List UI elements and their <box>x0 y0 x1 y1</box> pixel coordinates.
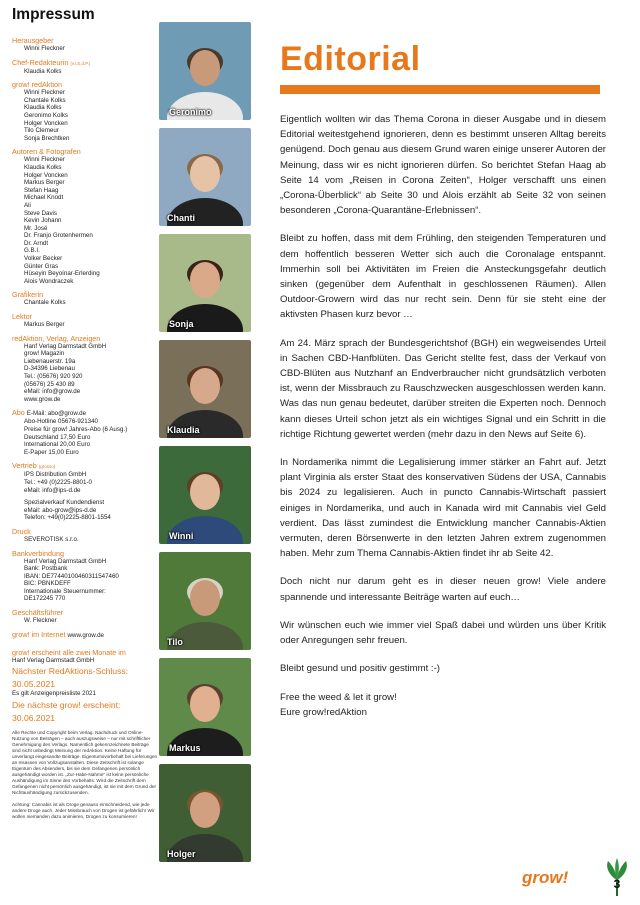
impressum-entry: Hanf Verlag Darmstadt GmbH <box>24 557 107 565</box>
editorial-paragraph: Bleibt gesund und positiv gestimmt :-) <box>280 663 440 675</box>
editorial-paragraph: Bleibt zu hoffen, dass mit dem Frühling, den steigenden Temperaturen und dem hoffentlich besseren Wetter sich auch die Coronalage entspannt. Immerhin soll bei Aktivitäten im Freien die Ansteckungsgefahr deutlich sinken (gegenüber dem Aufenthalt in geschlossenen Räumen). Allen Outdoor-Growern wird das nur recht sein. Denn für sie steht eine der aktivsten Phasen kurz bevor … <box>280 233 606 321</box>
section-inline-value: www.grow.de <box>67 631 104 639</box>
impressum-entry: Winni Fleckner <box>24 45 65 52</box>
team-photo <box>159 22 251 120</box>
portrait-illustration <box>159 552 251 650</box>
deadline-date: 30.05.2021 <box>12 679 56 690</box>
impressum-entry: W. Fleckner <box>24 617 57 625</box>
impressum-entry: Markus Berger <box>24 179 65 187</box>
photo-caption: Winni <box>169 531 194 541</box>
portrait-illustration <box>159 764 251 862</box>
impressum-entry: International 20,00 Euro <box>24 441 91 449</box>
editorial-body <box>280 112 606 677</box>
impressum-entry: Bank: Postbank <box>24 565 68 573</box>
impressum-entry: Markus Berger <box>24 321 65 329</box>
impressum-entry: Telefon: +49(0)2225-8801-1554 <box>24 514 111 522</box>
impressum-entry: Klaudia Kolks <box>24 163 62 171</box>
impressum-entry: Alois Wondraczek <box>24 277 74 285</box>
impressum-entry: G.B.I. <box>24 247 40 255</box>
impressum-entry: www.grow.de <box>24 395 61 403</box>
grow-logo: grow! <box>522 868 569 887</box>
impressum-entry: Mr. José <box>24 224 48 232</box>
impressum-entry: Chantale Kolks <box>24 299 66 307</box>
impressum-section-heading <box>12 527 158 536</box>
price-list-note: Es gilt Anzeigenpreisliste 2021 <box>12 690 96 698</box>
deadline-label: Nächster RedAktions-Schluss: <box>12 666 129 677</box>
impressum-entry: Tel.: (05676) 920 920 <box>24 373 83 380</box>
team-photo <box>159 764 251 862</box>
editorial-paragraph: In Nordamerika nimmt die Legalisierung immer stärker an Fahrt auf. Jetzt plant Virginia als erster Staat des konservativen Südens der USA, Cannabis bis 2024 zu legalisieren. Auch in puncto Cannabis-Wirtschaft passiert einiges in Nordamerika, und auch in Kanada wird mit Cannabis viel Geld verdient. Das lässt zumindest die Entwicklung mancher Cannabis-Aktien vermuten, deren Börsenwerte in den letzten Jahren extrem zugenommen haben. Mehr zum Thema Cannabis-Aktien findet ihr ab Seite 42. <box>280 457 606 560</box>
impressum-entry: eMail: abo-grow@ips-d.de <box>24 506 97 514</box>
section-note: (v.i.S.d.P.) <box>70 60 91 66</box>
impressum-entry: Steve Davis <box>24 209 58 217</box>
section-label: grow! im Internet <box>12 629 66 639</box>
impressum-entry: Tel.: +49 (0)2225-8801-0 <box>24 478 92 486</box>
impressum-section-heading <box>12 630 158 640</box>
closing-line-1: Free the weed & let it grow! <box>280 691 397 703</box>
impressum-section-heading <box>12 80 158 89</box>
photo-caption: Holger <box>167 849 196 859</box>
editorial-paragraph: Am 24. März sprach der Bundesgerichtshof (BGH) ein wegweisendes Urteil in Sachen CBD-Hanfblüten. Das Gericht stellte fest, dass der Verkauf von CBD-Blüten aus Nutzhanf an Endverbraucher nicht grundsätzlich verboten ist, wenn der Missbrauch zu Rauschzwecken ausgeschlossen werden kann. Was das nun genau bedeutet, darüber streiten die Experten noch. Dennoch kann dieses Urteil schon jetzt als ein wichtiges Signal und ein Schritt in die richtige Richtung gewertet werden (mehr dazu in den News auf Seite 6). <box>280 337 606 440</box>
page-number: 3 <box>613 877 621 891</box>
drug-warning: Achtung: Cannabis ist als Droge genauso einschneidend, wie jede andere Droge auch. Jeder Missbrauch von Drogen ist gefährlich! Wir wollen niemanden dazu animieren, Drogen zu konsumieren! <box>12 801 155 819</box>
impressum-entry: Sonja Brechtken <box>24 134 70 142</box>
section-note: (grosso) <box>38 464 56 470</box>
impressum-entry: Dr. Arndt <box>24 239 49 247</box>
team-photo <box>159 234 251 332</box>
impressum-entry: Liebenauerstr. 19a <box>24 357 76 365</box>
impressum-entry: eMail: info@ips-d.de <box>24 486 81 494</box>
impressum-entry: Klaudia Kolks <box>24 104 62 112</box>
impressum-section-heading <box>12 334 158 343</box>
team-photo <box>159 658 251 756</box>
impressum-column <box>12 6 158 820</box>
impressum-section-heading <box>12 290 158 299</box>
next-issue-label: Die nächste grow! erscheint: <box>12 699 121 710</box>
impressum-entry: Spezialverkauf Kundendienst <box>24 499 105 507</box>
portrait-illustration <box>159 446 251 544</box>
editorial-paragraph: Doch nicht nur darum geht es in dieser neuen grow! Viele andere spannende und interessante Beiträge warten auf euch… <box>280 576 606 603</box>
impressum-entry: eMail: info@grow.de <box>24 388 81 396</box>
section-label: Lektor <box>12 312 32 322</box>
impressum-entry: BIC: PBNKDEFF <box>24 580 71 588</box>
impressum-entry: SEVEROTISK s.r.o. <box>24 535 79 543</box>
team-photo-strip <box>159 22 251 870</box>
photo-caption: Geronimo <box>169 107 212 117</box>
impressum-entry: Abo-Hotline 05676-921340 <box>24 418 98 426</box>
portrait-illustration <box>159 234 251 332</box>
section-label: Chef-Redakteurin <box>12 57 69 67</box>
editorial-paragraph: Eigentlich wollten wir das Thema Corona in dieser Ausgabe und in diesem Editorial weitestgehend ignorieren, denn es bestimmt unseren Alltag bereits genügend. Doch genau aus diesem Grund waren einige unserer Autoren der Meinung, dass wir es nicht ignorieren dürfen. So berichtet Stefan Haag ab Seite 14 vom „Reisen in Corona Zeiten“, Holger verschafft uns einen „Corona-Überblick“ ab Seite 30 und Alois erzählt ab Seite 32 von seinen besonderen „Corona-Quarantäne-Erlebnissen“. <box>280 114 606 217</box>
section-label: grow! redAktion <box>12 80 62 90</box>
impressum-entry: Tilo Clemeur <box>24 127 59 135</box>
team-photo <box>159 552 251 650</box>
impressum-entry: Stefan Haag <box>24 186 59 194</box>
editorial-title: Editorial <box>280 40 421 78</box>
section-label: redAktion, Verlag, Anzeigen <box>12 333 101 343</box>
section-inline-value: E-Mail: abo@grow.de <box>26 410 87 418</box>
appears-publisher: Hanf Verlag Darmstadt GmbH <box>12 656 95 664</box>
impressum-entry: Winni Fleckner <box>24 89 65 97</box>
impressum-entry: Holger Voncken <box>24 119 68 127</box>
section-label: Druck <box>12 526 31 536</box>
impressum-section-heading <box>12 608 158 617</box>
photo-caption: Sonja <box>169 319 194 329</box>
appears-note: grow! erscheint alle zwei Monate im <box>12 647 126 657</box>
impressum-entry: DE172245 770 <box>24 595 66 603</box>
section-label: Grafikerin <box>12 290 44 300</box>
impressum-entry: Klaudia Kolks <box>24 67 62 75</box>
editorial-column <box>280 40 606 720</box>
impressum-entry: Hüseyin Beyoínar-Erlerding <box>24 270 100 278</box>
section-label: Herausgeber <box>12 36 54 45</box>
impressum-title: Impressum <box>12 6 95 23</box>
portrait-illustration <box>159 658 251 756</box>
impressum-section-heading <box>12 461 158 471</box>
impressum-entry: Winni Fleckner <box>24 156 65 164</box>
portrait-illustration <box>159 128 251 226</box>
team-photo <box>159 446 251 544</box>
closing-line-2: Eure grow!redAktion <box>280 706 367 718</box>
photo-caption: Klaudia <box>167 425 200 435</box>
photo-caption: Markus <box>169 743 201 753</box>
impressum-entry: Dr. Franjo Grotenhermen <box>24 232 93 240</box>
impressum-entry: IBAN: DE77440100460311547460 <box>24 572 119 580</box>
section-label: Vertrieb <box>12 461 37 471</box>
legal-notice: Alle Rechte und Copyright beim Verlag. Nachdruck und Online-Nutzung von Beiträgen – auch auszugsweise – nur mit schriftlicher Genehmigung des Verlags. Namentlich gekennzeichnete Beiträge sind nicht unbedingt Meinung der redAktion. Keine Haftung für unverlangt eingesandte Beiträge. Eigentumsvorbehalt bei Lieferungen an Insassen von Vollzugsanstalten. Diese Zeitschrift ist solange Eigentum des Absenders, bis sie dem Gefangenen persönlich ausgehändigt worden ist. „Zur-Habe-Nahme“ ist keine persönliche Aushändigung im Sinne des Vorbehalts. Wird die Zeitschrift dem Gefangenen nicht persönlich ausgehändigt, ist sie mit dem Grund der Nichtaushändigung zurückzusenden. <box>12 729 158 795</box>
section-label: Abo <box>12 408 25 418</box>
impressum-entry: Holger Voncken <box>24 171 68 179</box>
impressum-entry: Deutschland 17,50 Euro <box>24 433 91 441</box>
impressum-entry: Kevin Johann <box>24 217 62 225</box>
impressum-entry: Ali <box>24 201 31 209</box>
impressum-entry: Michael Knodt <box>24 194 64 202</box>
impressum-entry: E-Paper 15,00 Euro <box>24 448 79 456</box>
photo-caption: Tilo <box>167 637 183 647</box>
impressum-section-heading <box>12 147 158 156</box>
photo-caption: Chanti <box>167 213 195 223</box>
portrait-illustration <box>159 340 251 438</box>
team-photo <box>159 128 251 226</box>
impressum-entry: Hanf Verlag Darmstadt GmbH <box>24 342 107 350</box>
impressum-section-heading <box>12 312 158 321</box>
impressum-section-heading <box>12 549 158 558</box>
impressum-section-heading <box>12 408 158 418</box>
section-label: Autoren & Fotografen <box>12 147 81 157</box>
section-label: Geschäftsführer <box>12 608 64 618</box>
section-label: Bankverbindung <box>12 548 64 558</box>
impressum-entry: (05676) 25 430 89 <box>24 380 75 388</box>
page-number-leaf-icon <box>600 858 634 898</box>
impressum-entry: IPS Distribution GmbH <box>24 471 87 479</box>
editorial-paragraph: Wir wünschen euch wie immer viel Spaß dabei und würden uns über Kritik oder Anregungen sehr freuen. <box>280 619 606 647</box>
team-photo <box>159 340 251 438</box>
impressum-section-heading <box>12 58 158 68</box>
portrait-illustration <box>159 22 251 120</box>
impressum-entry: Geronimo Kolks <box>24 111 69 119</box>
next-issue-date: 30.06.2021 <box>12 712 56 723</box>
impressum-entry: Volker Becker <box>24 255 63 263</box>
impressum-entry: grow! Magazin <box>24 350 65 358</box>
impressum-entry: Chantale Kolks <box>24 96 66 104</box>
title-underline-bar <box>280 85 600 94</box>
impressum-entry: Preise für grow! Jahres-Abo (6 Ausg.) <box>24 425 128 433</box>
impressum-section-heading <box>12 36 158 45</box>
impressum-entry: D-34396 Liebenau <box>24 365 75 373</box>
impressum-entry: Günter Gras <box>24 262 59 270</box>
impressum-entry: Internationale Steuernummer: <box>24 587 106 595</box>
impressum-sections <box>12 36 158 643</box>
